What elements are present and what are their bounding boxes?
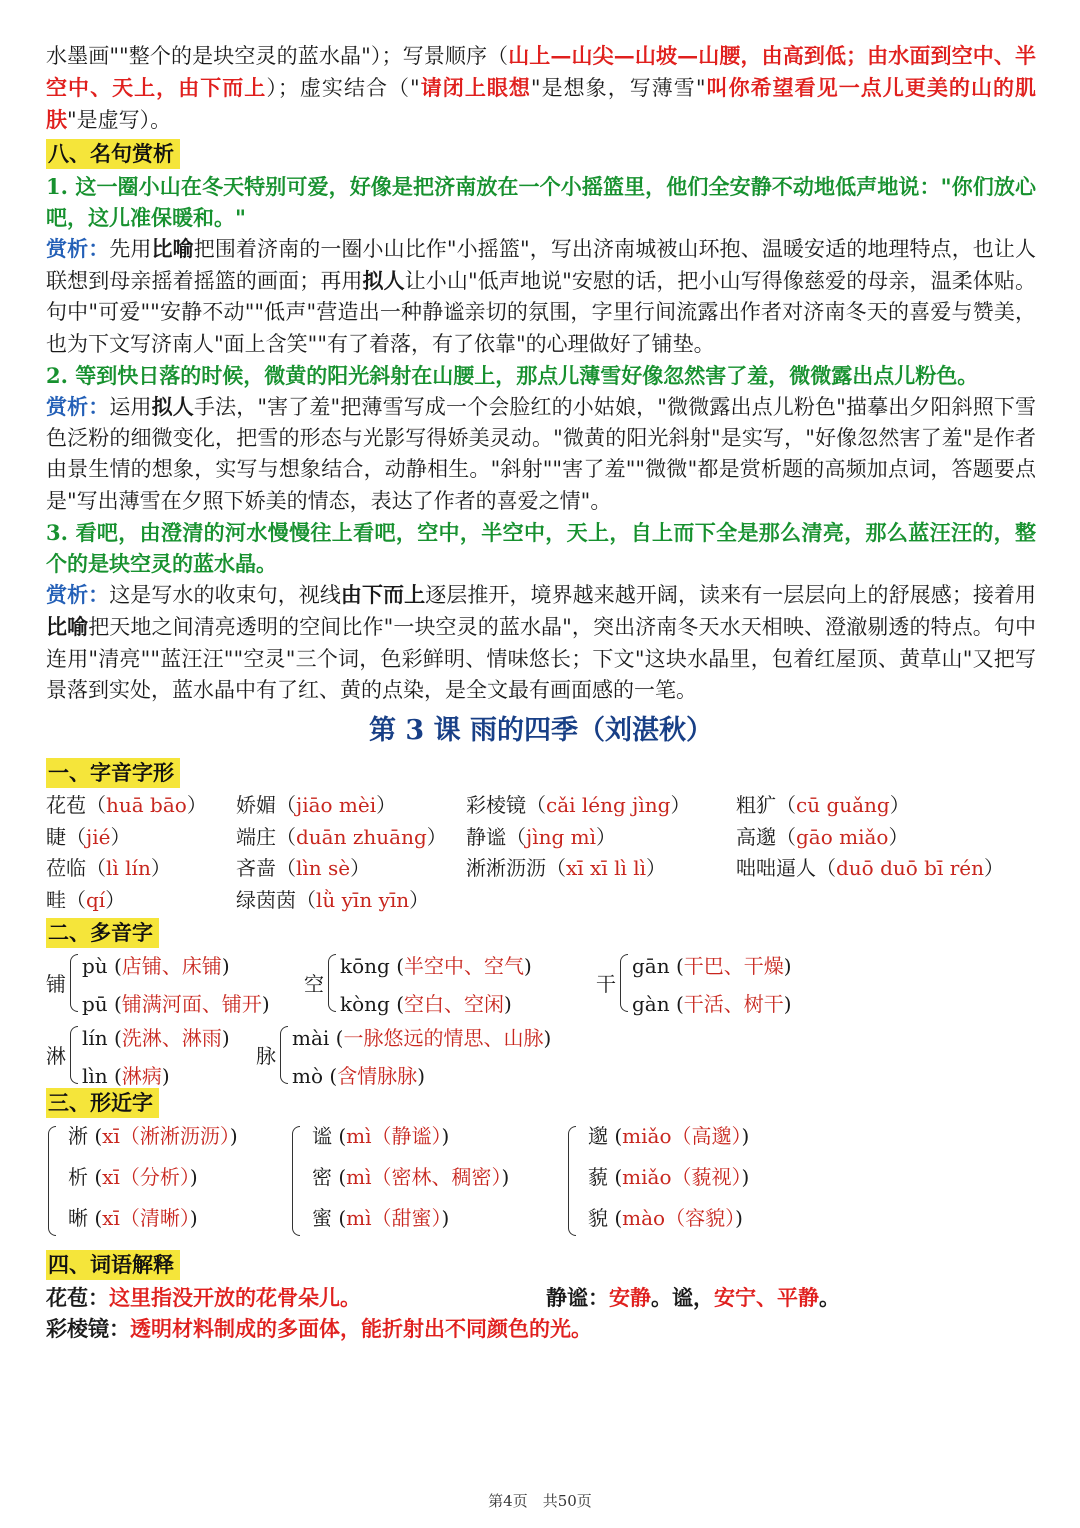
table-row: [46, 885, 1036, 917]
table-row: [46, 822, 1036, 854]
similar-char-entry: 貌 (mào（容貌）): [588, 1206, 743, 1231]
pronunciation-entry: 睫（jié）: [46, 824, 131, 849]
pronunciation-entry: 吝啬（lìn sè）: [236, 856, 371, 881]
quote-3: 3. 看吧，由澄清的河水慢慢往上看吧，空中，半空中，天上，自上而下全是那么清亮，那么蓝汪汪的，整个的是块空灵的蓝水晶。: [46, 519, 1036, 577]
similar-char-entry: 藐 (miǎo（藐视）): [588, 1165, 750, 1190]
pronunciation-entry: 高邈（gāo miǎo）: [736, 824, 909, 849]
polyphone-reading: pū (铺满河面、铺开): [82, 992, 270, 1017]
polyphone-reading: lín (洗淋、淋雨): [82, 1026, 230, 1051]
glossary-row-2: 彩棱镜：透明材料制成的多面体，能折射出不同颜色的光。: [46, 1316, 592, 1342]
polyphone-reading: mò (含情脉脉): [292, 1064, 425, 1089]
document-page: [46, 40, 1036, 1344]
analysis-1: 赏析：先用比喻把围着济南的一圈小山比作"小摇篮"，写出济南城被山环抱、温暖安适的地理特点，也让人联想到母亲摇着摇篮的画面；再用拟人让小山"低声地说"安慰的话，把小山写得像慈爱的母亲，温柔体贴。句中"可爱""安静不动""低声"营造出一种静谧亲切的氛围，字里行间流露出作者对济南冬天的喜爱与赞美，也为下文写济南人"面上含笑""有了着落，有了依靠"的心理做好了铺垫。: [46, 236, 1037, 356]
pronunciation-entry: 咄咄逼人（duō duō bī rén）: [736, 856, 1004, 881]
polyphone-reading: kòng (空白、空闲): [340, 992, 512, 1017]
brace-glyph: [48, 1126, 56, 1236]
brace-glyph: [292, 1126, 300, 1236]
pronunciation-entry: 花苞（huā bāo）: [46, 793, 207, 818]
similar-char-entry: 谧 (mì（静谧）): [312, 1124, 450, 1149]
polyphone-reading: gān (干巴、干燥): [632, 954, 792, 979]
polyphone-block: 铺 pù (店铺、床铺) pū (铺满河面、铺开) 空 kōng (半空中、空气) kòng (空白、空闲) 干 gān (干巴、干燥) gàn (干活、树干) 淋 lín (洗淋、淋雨) lìn (淋病) 脉 mài (一脉悠远的情思、山脉) mò (含情脉脉): [46, 950, 1036, 1086]
section-heading-polyphones: 二、多音字: [46, 918, 159, 948]
page-footer: 第4页 共50页: [488, 1492, 592, 1510]
pronunciation-entry: 莅临（lì lín）: [46, 856, 171, 881]
pronunciation-entry: [736, 885, 1036, 917]
polyphone-reading: pù (店铺、床铺): [82, 954, 230, 979]
intro-paragraph: 水墨画""整个的是块空灵的蓝水晶"）；写景顺序（山上—山尖—山坡—山腰，由高到低；由水面到空中、半空中、天上，由下而上）；虚实结合（"请闭上眼想"是想象，写薄雪"叫你希望看见一点儿更美的山的肌肤"是虚写）。: [46, 43, 1037, 133]
brace-glyph: [620, 954, 628, 1012]
pronunciation-entry: 彩棱镜（cǎi léng jìng）: [466, 793, 691, 818]
polyphone-reading: lìn (淋病): [82, 1064, 170, 1089]
similar-char-entry: 析 (xī（分析）): [68, 1165, 198, 1190]
lesson-title: 第 3 课 雨的四季（刘湛秋）: [369, 715, 713, 747]
glossary-row-1: [46, 1282, 1036, 1313]
pronunciation-table: [46, 790, 1036, 916]
similar-char-entry: 蜜 (mì（甜蜜）): [312, 1206, 450, 1231]
pronunciation-entry: 绿茵茵（lǜ yīn yīn）: [236, 887, 430, 912]
analysis-2: 赏析：运用拟人手法，"害了羞"把薄雪写成一个会脸红的小姑娘，"微微露出点儿粉色"描摹出夕阳斜照下雪色泛粉的细微变化，把雪的形态与光影写得娇美灵动。"微黄的阳光斜射"是实写，"好像忽然害了羞"是作者由景生情的想象，实写与想象结合，动静相生。"斜射""害了羞""微微"都是赏析题的高频加点词，答题要点是"写出薄雪在夕照下娇美的情态，表达了作者的喜爱之情"。: [46, 394, 1037, 513]
section-heading-pronunciation: 一、字音字形: [46, 758, 180, 788]
pronunciation-entry: 淅淅沥沥（xī xī lì lì）: [466, 856, 667, 881]
pronunciation-entry: 畦（qí）: [46, 887, 126, 912]
analysis-3: 赏析：这是写水的收束句，视线由下而上逐层推开，境界越来越开阔，读来有一层层向上的舒展感；接着用比喻把天地之间清亮透明的空间比作"一块空灵的蓝水晶"，突出济南冬天水天相映、澄澈剔透的特点。句中连用"清亮""蓝汪汪""空灵"三个词，色彩鲜明、情味悠长；下文"这块水晶里，包着红屋顶、黄草山"又把写景落到实处，蓝水晶中有了红、黄的点染，是全文最有画面感的一笔。: [46, 582, 1037, 702]
brace-glyph: [568, 1126, 576, 1236]
brace-glyph: [328, 954, 336, 1012]
quote-1: 1. 这一圈小山在冬天特别可爱，好像是把济南放在一个小摇篮里，他们全安静不动地低声地说："你们放心吧，这儿准保暖和。": [46, 173, 1036, 230]
brace-glyph: [280, 1026, 288, 1084]
section-heading-quotes: 八、名句赏析: [46, 139, 180, 169]
pronunciation-entry: 娇媚（jiāo mèi）: [236, 793, 397, 818]
table-row: [46, 853, 1036, 885]
polyphone-reading: gàn (干活、树干): [632, 992, 792, 1017]
brace-glyph: [70, 954, 78, 1012]
polyphone-reading: kōng (半空中、空气): [340, 954, 532, 979]
pronunciation-entry: 端庄（duān zhuāng）: [236, 824, 447, 849]
polyphone-reading: mài (一脉悠远的情思、山脉): [292, 1026, 552, 1051]
similar-char-entry: 晰 (xī（清晰）): [68, 1206, 198, 1231]
glossary-entry-jingmi: 静谧：安静。谧，安宁、平静。: [546, 1285, 840, 1311]
similar-char-entry: 邈 (miǎo（高邈）): [588, 1124, 750, 1149]
glossary-entry-huabao: 花苞：这里指没开放的花骨朵儿。: [46, 1285, 361, 1311]
pronunciation-entry: [466, 885, 736, 917]
similar-char-entry: 密 (mì（密林、稠密）): [312, 1165, 510, 1190]
brace-glyph: [70, 1026, 78, 1084]
section-heading-similar-chars: 三、形近字: [46, 1088, 159, 1118]
quote-2: 2. 等到快日落的时候，微黄的阳光斜射在山腰上，那点儿薄雪好像忽然害了羞，微微露出点儿粉色。: [46, 362, 979, 388]
section-heading-glossary: 四、词语解释: [46, 1250, 180, 1280]
similar-char-block: [46, 1120, 1036, 1248]
similar-char-entry: 淅 (xī（淅淅沥沥）): [68, 1124, 238, 1149]
pronunciation-entry: 粗犷（cū guǎng）: [736, 793, 910, 818]
table-row: [46, 790, 1036, 822]
pronunciation-entry: 静谧（jìng mì）: [466, 824, 616, 849]
